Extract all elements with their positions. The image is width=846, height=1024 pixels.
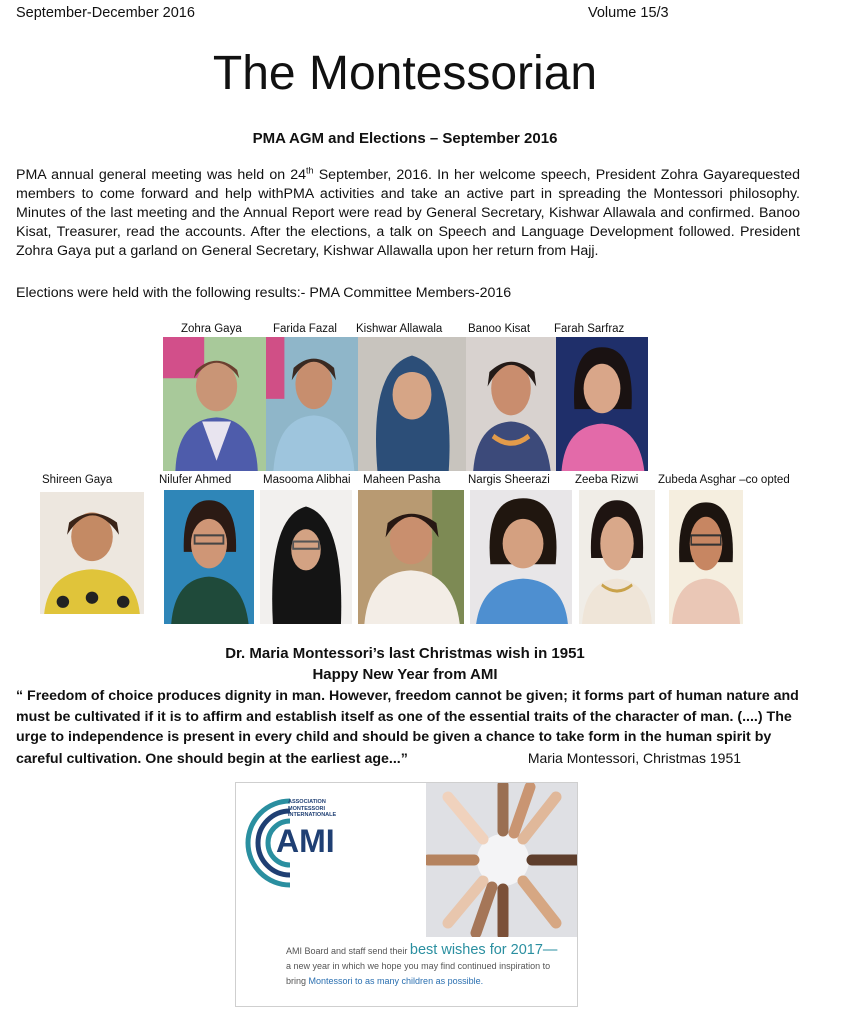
greeting-dash: —	[542, 942, 558, 958]
montessori-quote	[16, 686, 816, 769]
member-name: Kishwar Allawala	[356, 323, 443, 335]
member-photo	[669, 490, 743, 624]
ami-greeting-text	[286, 943, 576, 989]
member-photo	[470, 490, 572, 624]
ami-logo-text: AMI	[276, 823, 335, 859]
agm-paragraph	[16, 166, 800, 261]
member-name: Zohra Gaya	[181, 323, 242, 335]
hands-circle-icon	[426, 783, 578, 937]
member-photo	[466, 337, 556, 471]
member-name: Zubeda Asghar –co opted	[658, 474, 790, 486]
header-date: September-December 2016	[16, 5, 195, 21]
quote-credit: Maria Montessori, Christmas 1951	[527, 749, 742, 766]
member-name: Zeeba Rizwi	[575, 474, 639, 486]
header-volume: Volume 15/3	[588, 5, 669, 21]
member-name: Nilufer Ahmed	[159, 474, 232, 486]
agm-text-rest: September, 2016. In her welcome speech, President Zohra Gayarequested members to come forward and help withPMA activities and take an active part in spreading the Montessori philosophy. Minutes of the last meeting and the Annual Report were read by General Secretary, Kishwar Allawala and confirmed. Banoo Kisat, Treasurer, read the accounts. After the elections, a talk on Speech and Language Development followed. President Zohra Gaya put a garland on General Secretary, Kishwar Allawalla upon her return from Hajj.	[16, 167, 801, 259]
newsletter-title: The Montessorian	[212, 47, 598, 100]
member-name: Shireen Gaya	[42, 474, 113, 486]
greeting-text: bring	[286, 976, 309, 986]
greeting-line-3	[286, 974, 576, 989]
member-photo	[266, 337, 358, 471]
greeting-highlight: Montessori to as many children as possible.	[308, 976, 484, 986]
member-name: Farida Fazal	[273, 323, 337, 335]
ami-logo-line: INTERNATIONALE	[288, 812, 337, 818]
greeting-line-2: a new year in which we hope you may find continued inspiration to	[286, 961, 551, 971]
member-name: Maheen Pasha	[363, 474, 441, 486]
ami-logo-subtitle	[288, 799, 336, 819]
member-photo	[164, 490, 254, 624]
new-year-heading: Happy New Year from AMI	[312, 666, 498, 683]
member-name: Masooma Alibhai	[263, 474, 351, 486]
quote-text: “ Freedom of choice produces dignity in man. However, freedom cannot be given; it forms part of human nature and must be cultivated if it is to affirm and establish itself as one of the essential traits of the character of man. (....) The urge to independence is present in every child and should be given a chance to take form in the human spirit by careful cultivation. One should begin at the earliest age...”	[16, 688, 799, 767]
ami-logo-line: ASSOCIATION	[288, 799, 326, 805]
greeting-highlight: best wishes for 2017	[409, 942, 543, 958]
member-photo	[358, 337, 466, 471]
member-name: Nargis Sheerazi	[468, 474, 550, 486]
greeting-line-1	[286, 943, 576, 959]
member-name: Farah Sarfraz	[554, 323, 625, 335]
agm-text-sup: th	[306, 165, 314, 176]
ami-logo-line: MONTESSORI	[288, 805, 325, 812]
member-photo	[163, 337, 266, 471]
agm-heading: PMA AGM and Elections – September 2016	[252, 130, 558, 147]
member-photo	[40, 492, 144, 614]
member-name: Banoo Kisat	[468, 323, 531, 335]
member-photo	[556, 337, 648, 471]
agm-text-start: PMA annual general meeting was held on 24	[16, 167, 307, 183]
member-photo	[579, 490, 655, 624]
greeting-text: AMI Board and staff send their	[286, 946, 410, 956]
christmas-heading: Dr. Maria Montessori’s last Christmas wish in 1951	[225, 645, 585, 662]
member-photo	[260, 490, 352, 624]
ami-greeting-card	[235, 782, 578, 1007]
member-photo	[358, 490, 464, 624]
elections-line: Elections were held with the following results:- PMA Committee Members-2016	[16, 285, 512, 301]
